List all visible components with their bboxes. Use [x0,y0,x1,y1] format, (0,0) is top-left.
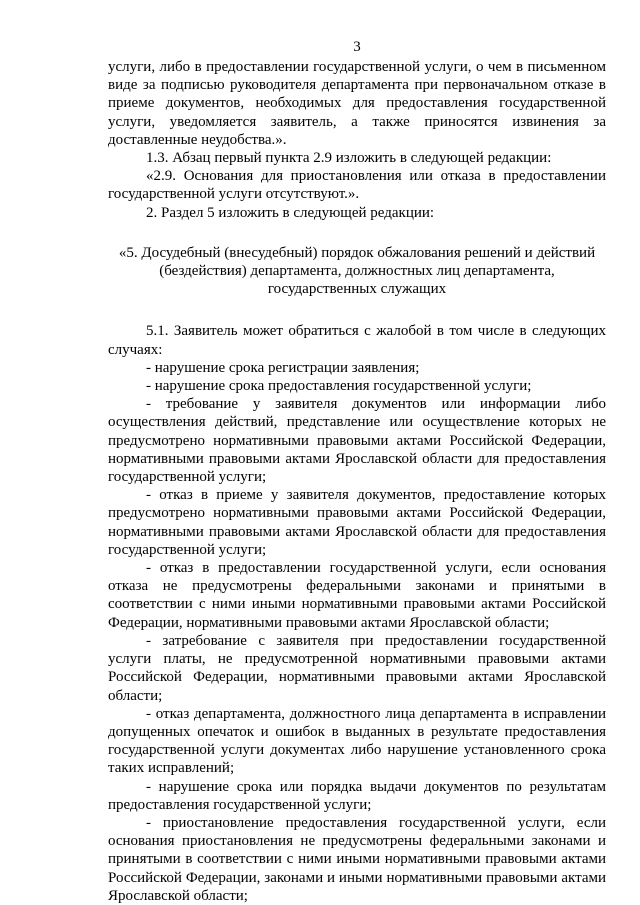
list-item: - отказ в предоставлении государственной услуги, если основания отказа не предусмотрены федеральными законами и принятыми в соответствии с ними иными нормативными правовыми актами Российской Федерации, нормативными правовыми актами Ярославской области; [108,560,606,631]
list-item: - нарушение срока регистрации заявления; [146,359,420,376]
paragraphs-before [108,58,606,222]
paragraph-2-9: «2.9. Основания для приостановления или отказа в предоставлении государственной услуги отсутствуют.». [108,168,606,203]
list-item: - отказ департамента, должностного лица департамента в исправлении допущенных опечаток и ошибок в выданных в результате предоставления государственной услуги документах либо нарушение установленного срока таких исправлений; [108,705,606,777]
list-item: - приостановление предоставления государственной услуги, если основания приостановления не предусмотрены федеральными законами и принятыми в соответствии с ними иными нормативными правовыми актами Российской Федерации, законами и иными нормативными правовыми актами Ярославской области; [108,814,606,904]
page-number: 3 [353,39,361,55]
list-item: - нарушение срока или порядка выдачи документов по результатам предоставления государственной услуги; [108,778,606,813]
paragraph-continuation: услуги, либо в предоставлении государственной услуги, о чем в письменном виде за подписью руководителя департамента при первоначальном отказе в приеме документов, необходимых для предоставления государственной услуги, уведомляется заявитель, а также приносятся извинения за доставленные неудобства.». [108,59,606,148]
list-item: - затребование с заявителя при предоставлении государственной услуги платы, не предусмотренной нормативными правовыми актами Российской Федерации, нормативными правовыми актами Ярославской области; [108,632,606,704]
paragraph-amend-1-3: 1.3. Абзац первый пункта 2.9 изложить в следующей редакции: [146,150,552,167]
list-item: - нарушение срока предоставления государственной услуги; [146,378,532,395]
paragraph-5-1: 5.1. Заявитель может обратиться с жалобой в том числе в следующих случаях: [108,323,606,358]
list-item: - отказ в приеме у заявителя документов, предоставление которых предусмотрено нормативными правовыми актами Российской Федерации, нормативными правовыми актами Ярославской области для предоставления государственной услуги; [108,487,606,558]
paragraph-section-2: 2. Раздел 5 изложить в следующей редакции: [146,204,435,221]
paragraphs-after [108,322,606,905]
list-item: - требование у заявителя документов или информации либо осуществления действий, представление или осуществление которых не предусмотрено нормативными правовыми актами Российской Федерации, нормативными правовыми актами Ярославской области для предоставления государственной услуги; [108,396,606,486]
section-heading: «5. Досудебный (внесудебный) порядок обжалования решений и действий (бездействия) департамента, должностных лиц департамента, государственных служащих [118,244,596,298]
